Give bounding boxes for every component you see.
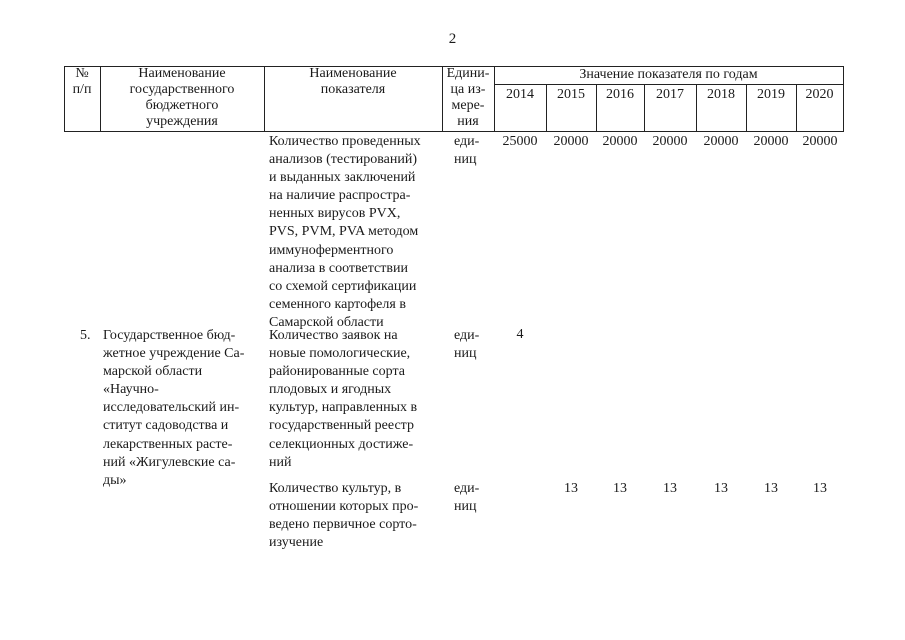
header-indicator: Наименование показателя — [309, 66, 397, 97]
value-2016: 20000 — [602, 134, 638, 149]
header-year-2019: 2019 — [757, 87, 785, 102]
institution-text: Государственное бюд- жетное учреждение Са- марской области «Научно- исследовательский ин- ститут садоводства и лекарственных расте- ний «Жигулевские са- ды» — [103, 328, 245, 488]
header-unit: Едини- ца из- мере- ния — [446, 66, 490, 129]
row-number: 5. — [80, 328, 91, 343]
col-divider-right — [843, 66, 844, 132]
header-num: № п/п — [72, 66, 92, 97]
value-2015: 20000 — [553, 134, 589, 149]
unit-text: еди- ниц — [454, 481, 480, 515]
value-2015: 13 — [564, 481, 578, 496]
indicator-text: Количество заявок на новые помологические, районированные сорта плодовых и ягодных культур, направленных в государственный реестр селекционных достиже- ний — [269, 328, 418, 470]
indicator-text: Количество проведенных анализов (тестирований) и выданных заключений на наличие распростра- ненных вирусов PVX, PVS, PVM, PVA методом иммуноферментного анализа в соответствии со схемой сертификации семенного картофеля в Самарской области — [269, 134, 421, 330]
header-year-2020: 2020 — [805, 87, 834, 102]
value-2018: 20000 — [703, 134, 739, 149]
value-2014: 4 — [516, 327, 524, 342]
unit-text: еди- ниц — [454, 134, 480, 168]
unit-text: еди- ниц — [454, 328, 480, 362]
header-year-2016: 2016 — [606, 87, 634, 102]
header-values-group: Значение показателя по годам — [579, 67, 758, 82]
value-2016: 13 — [613, 481, 627, 496]
value-2019: 20000 — [753, 134, 789, 149]
table-header-bottom-border — [64, 131, 843, 132]
value-2014: 25000 — [502, 134, 538, 149]
value-2020: 20000 — [802, 134, 838, 149]
header-year-2018: 2018 — [707, 87, 735, 102]
value-2018: 13 — [714, 481, 728, 496]
value-2019: 13 — [764, 481, 778, 496]
page-number: 2 — [448, 31, 457, 47]
value-2020: 13 — [813, 481, 827, 496]
value-2017: 20000 — [652, 134, 688, 149]
header-year-2014: 2014 — [506, 87, 534, 102]
header-year-2015: 2015 — [557, 87, 585, 102]
value-2017: 13 — [663, 481, 677, 496]
indicator-text: Количество культур, в отношении которых про- ведено первичное сорто- изучение — [269, 481, 419, 551]
header-year-2017: 2017 — [656, 87, 684, 102]
header-institution: Наименование государственного бюджетного учреждения — [129, 66, 235, 129]
